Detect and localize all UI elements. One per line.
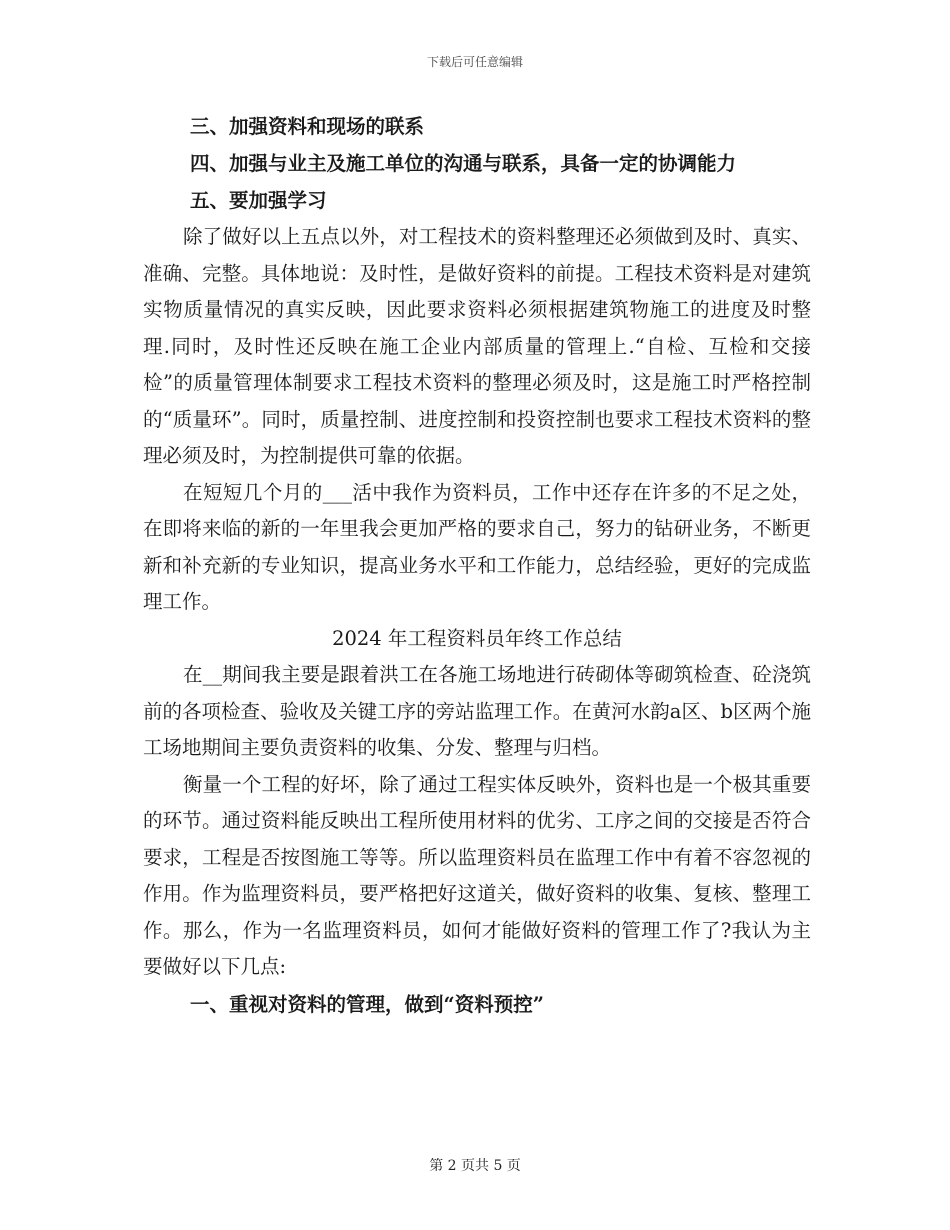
paragraph-2: 在短短几个月的___活中我作为资料员，工作中还存在许多的不足之处，在即将来临的新的一年里我会更加严格的要求自己，努力的钻研业务，不断更新和补充新的专业知识，提高业务水平和工作能力，总结经验，更好的完成监理工作。 xyxy=(143,480,811,613)
section-title: 2024 年工程资料员年终工作总结 xyxy=(332,626,622,650)
paragraph-3: 在__期间我主要是跟着洪工在各施工场地进行砖砌体等砌筑检查、砼浇筑前的各项检查、验收及关键工序的旁站监理工作。在黄河水韵a区、b区两个施工场地期间主要负责资料的收集、分发、整理与归档。 xyxy=(143,663,811,759)
heading-5: 五、要加强学习 xyxy=(190,189,327,212)
page-header: 下载后可任意编辑 xyxy=(426,55,523,69)
paragraph-4: 衡量一个工程的好坏，除了通过工程实体反映外，资料也是一个极其重要的环节。通过资料能反映出工程所使用材料的优劣、工序之间的交接是否符合要求，工程是否按图施工等等。所以监理资料员在监理工作中有着不容忽视的作用。作为监理资料员，要严格把好这道关，做好资料的收集、复核、整理工作。那么，作为一名监理资料员，如何才能做好资料的管理工作了?我认为主要做好以下几点: xyxy=(143,772,811,978)
heading-1b: 一、重视对资料的管理，做到“资料预控” xyxy=(190,992,544,1016)
page-footer: 第 2 页共 5 页 xyxy=(429,1158,521,1174)
paragraph-1: 除了做好以上五点以外，对工程技术的资料整理还必须做到及时、真实、准确、完整。具体地说：及时性，是做好资料的前提。工程技术资料是对建筑实物质量情况的真实反映，因此要求资料必须根据建筑物施工的进度及时整理.同时，及时性还反映在施工企业内部质量的管理上.“自检、互检和交接检”的质量管理体制要求工程技术资料的整理必须及时，这是施工时严格控制的“质量环”。同时，质量控制、进度控制和投资控制也要求工程技术资料的整理必须及时，为控制提供可靠的依据。 xyxy=(143,225,811,467)
document-body xyxy=(143,108,811,1023)
heading-3: 三、加强资料和现场的联系 xyxy=(190,115,425,138)
heading-4: 四、加强与业主及施工单位的沟通与联系，具备一定的协调能力 xyxy=(190,152,737,175)
